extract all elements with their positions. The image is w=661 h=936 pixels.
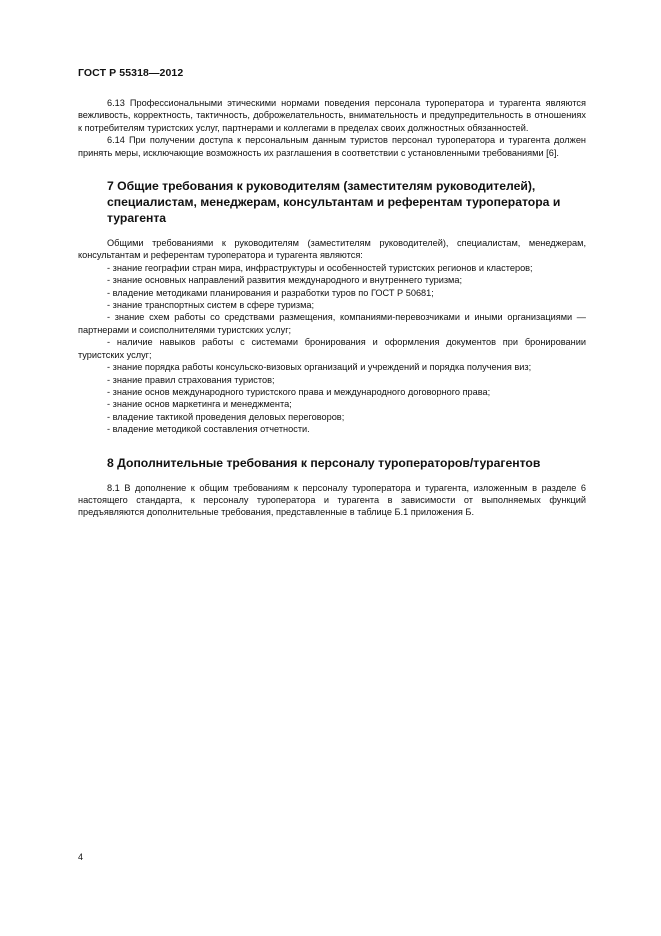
list-item: - знание основных направлений развития международного и внутреннего туризма;	[107, 275, 463, 286]
list-item: - знание правил страхования туристов;	[107, 374, 275, 385]
page-content	[78, 97, 586, 519]
paragraph-6-13: 6.13 Профессиональными этическими нормами поведения персонала туроператора и турагента являются вежливость, корректность, тактичность, доброжелательность, внимательность и предупредительность в отношениях к потребителям туристских услуг, партнерами и коллегами в пределах своих должностных обязанностей.	[78, 98, 586, 133]
list-item: - знание транспортных систем в сфере туризма;	[107, 300, 315, 311]
list-item: - знание основ международного туристского права и международного договорного права;	[107, 386, 491, 397]
page-number: 4	[78, 852, 84, 862]
section-7-intro: Общими требованиями к руководителям (заместителям руководителей), специалистам, менеджерам, консультантам и референтам туроператора и турагента являются:	[78, 238, 586, 261]
section-8-heading: 8 Дополнительные требования к персоналу туроператоров/турагентов	[107, 455, 541, 470]
list-item: - знание схем работы со средствами размещения, компаниями-перевозчиками и иными организациями — партнерами и соисполнителями туристских услуг;	[78, 312, 586, 335]
paragraph-8-1: 8.1 В дополнение к общим требованиям к персоналу туроператора и турагента, изложенным в разделе 6 настоящего стандарта, к персоналу туроператора и турагента в зависимости от выполняемых функций предъявляются дополнительные требования, представленные в таблице Б.1 приложения Б.	[78, 482, 586, 518]
list-item: - владение методиками планирования и разработки туров по ГОСТ Р 50681;	[107, 287, 434, 298]
section-7-heading: 7 Общие требования к руководителям (заместителям руководителей), специалистам, менеджерам, консультантам и референтам туроператора и турагента	[107, 179, 561, 226]
paragraph-6-14: 6.14 При получении доступа к персональным данным туристов персонал туроператора и турагента должен принять меры, исключающие возможность их разглашения в соответствии с установленными требованиями [6].	[78, 135, 586, 158]
section-7-requirements-list	[78, 262, 586, 436]
list-item: - знание основ маркетинга и менеджмента;	[107, 399, 292, 410]
list-item: - наличие навыков работы с системами бронирования и оформления документов при бронировании туристских услуг;	[78, 337, 586, 360]
standard-code-header: ГОСТ Р 55318—2012	[78, 67, 184, 79]
list-item: - знание порядка работы консульско-визовых организаций и учреждений и порядка получения виз;	[107, 362, 532, 373]
list-item: - владение тактикой проведения деловых переговоров;	[107, 411, 345, 422]
list-item: - владение методикой составления отчетности.	[107, 424, 310, 435]
list-item: - знание географии стран мира, инфраструктуры и особенностей туристских регионов и кластеров;	[107, 262, 533, 273]
